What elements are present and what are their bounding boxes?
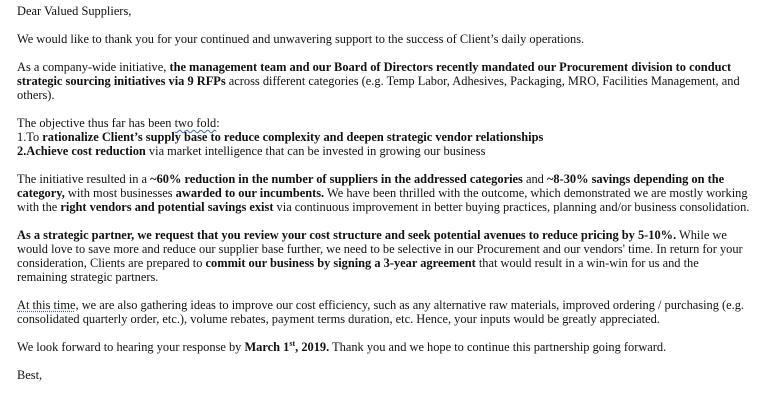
bold-text-run: ~8-30% savings depending on the category, [17, 172, 725, 200]
bold-text-run: ~60% reduction in the number of suppliers in the addressed categories [150, 172, 523, 186]
paragraph-deadline [17, 340, 750, 354]
bold-text-run: right vendors and potential savings exist [60, 200, 274, 214]
paragraph-results [17, 172, 750, 214]
closing: Best, [17, 368, 43, 382]
paragraph-objective [17, 116, 750, 158]
paragraph-ideas [17, 298, 750, 326]
text-run: We have been thrilled with the outcome, which demonstrated we are mostly working with the [17, 186, 748, 214]
text-run: : [216, 116, 220, 130]
bold-text-run: As a strategic partner, we request that you review your cost structure and seek potential avenues to reduce pricing by 5-10%. [17, 228, 677, 242]
text-run: that would result in a win-win for us and the remaining strategic partners. [17, 256, 699, 284]
bold-text-run: 2.Achieve cost reduction [17, 144, 146, 158]
objective-item-2 [17, 144, 750, 158]
date-text: March 1 [244, 340, 290, 354]
bold-text-run: rationalize Client’s supply base to reduce complexity and deepen strategic vendor relationships [42, 130, 544, 144]
text-run: Thank you and we hope to continue this partnership going forward. [329, 340, 667, 354]
salutation: Dear Valued Suppliers, [17, 4, 132, 18]
text-run: While we would love to save more and reduce our supplier base further, we need to be selective in our Procurement and our vendors' time. In return for your consideration, Clients are prepared to [17, 228, 743, 270]
text-run: and [522, 172, 547, 186]
date-year: , 2019. [295, 340, 330, 354]
text-run: As a company-wide initiative, [17, 60, 170, 74]
text-run: The objective thus far has been [17, 116, 175, 130]
text-run: We look forward to hearing your response by [17, 340, 245, 354]
text-run: The initiative resulted in a [17, 172, 151, 186]
text-run: via continuous improvement in better buying practices, planning and/or business consolidation. [273, 200, 750, 214]
bold-text-run: awarded to our incumbents. [175, 186, 325, 200]
paragraph-request [17, 228, 750, 284]
paragraph-initiative [17, 60, 750, 102]
text-run: via market intelligence that can be invested in growing our business [145, 144, 486, 158]
paragraph-thanks: We would like to thank you for your continued and unwavering support to the success of Client’s daily operations. [17, 32, 585, 46]
text-run: 1.To [17, 130, 43, 144]
spellcheck-underlined-text: two fold [174, 116, 217, 130]
deadline-date [244, 340, 329, 354]
text-run: across different categories (e.g. Temp Labor, Adhesives, Packaging, MRO, Facilities Management, and others). [17, 74, 740, 102]
grammar-underlined-text: At this time [17, 298, 76, 312]
text-run: , we are also gathering ideas to improve our cost efficiency, such as any alternative raw materials, improved ordering / purchasing (e.g. consolidated quarterly order, etc.), volume rebates, payment terms duration, etc. Hence, your inputs would be greatly appreciated. [17, 298, 745, 326]
date-ordinal-suffix: st [289, 338, 296, 348]
text-run: with most businesses [64, 186, 176, 200]
bold-text-run: the management team and our Board of Directors recently mandated our Procurement division to conduct strategic sourcing initiatives via 9 RFPs [17, 60, 732, 88]
bold-text-run: commit our business by signing a 3-year agreement [205, 256, 476, 270]
objective-intro [17, 116, 750, 130]
objective-item-1 [17, 130, 750, 144]
